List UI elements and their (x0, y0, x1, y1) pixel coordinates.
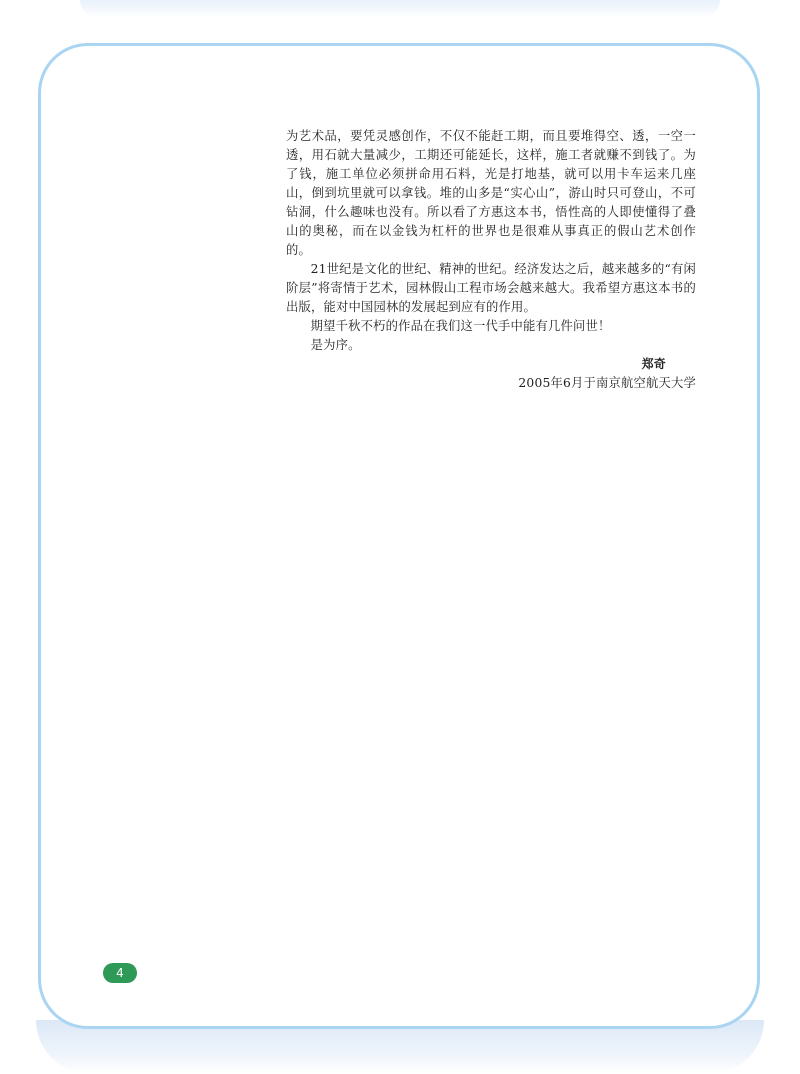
preface-text-block (286, 127, 696, 393)
page-number-badge: 4 (103, 963, 137, 983)
top-edge-shadow (80, 0, 720, 18)
preface-paragraph-4: 是为序。 (310, 338, 361, 352)
preface-paragraph-3: 期望千秋不朽的作品在我们这一代手中能有几件问世！ (310, 319, 611, 333)
signature-name: 郑奇 (641, 357, 666, 371)
signature-date-place: 2005年6月于南京航空航天大学 (518, 376, 696, 390)
preface-paragraph-1: 为艺术品，要凭灵感创作，不仅不能赶工期，而且要堆得空、透，一空一透，用石就大量减少，工期还可能延长，这样，施工者就赚不到钱了。为了钱，施工单位必须拼命用石料，光是打地基，就可以用卡车运来几座山，倒到坑里就可以拿钱。堆的山多是“实心山”，游山时只可登山，不可钻洞，什么趣味也没有。所以看了方惠这本书，悟性高的人即使懂得了叠山的奥秘，而在以金钱为杠杆的世界也是很难从事真正的假山艺术创作的。 (286, 129, 696, 257)
preface-paragraph-2: 21世纪是文化的世纪、精神的世纪。经济发达之后，越来越多的“有闲阶层”将寄情于艺术，园林假山工程市场会越来越大。我希望方惠这本书的出版，能对中国园林的发展起到应有的作用。 (286, 262, 696, 314)
